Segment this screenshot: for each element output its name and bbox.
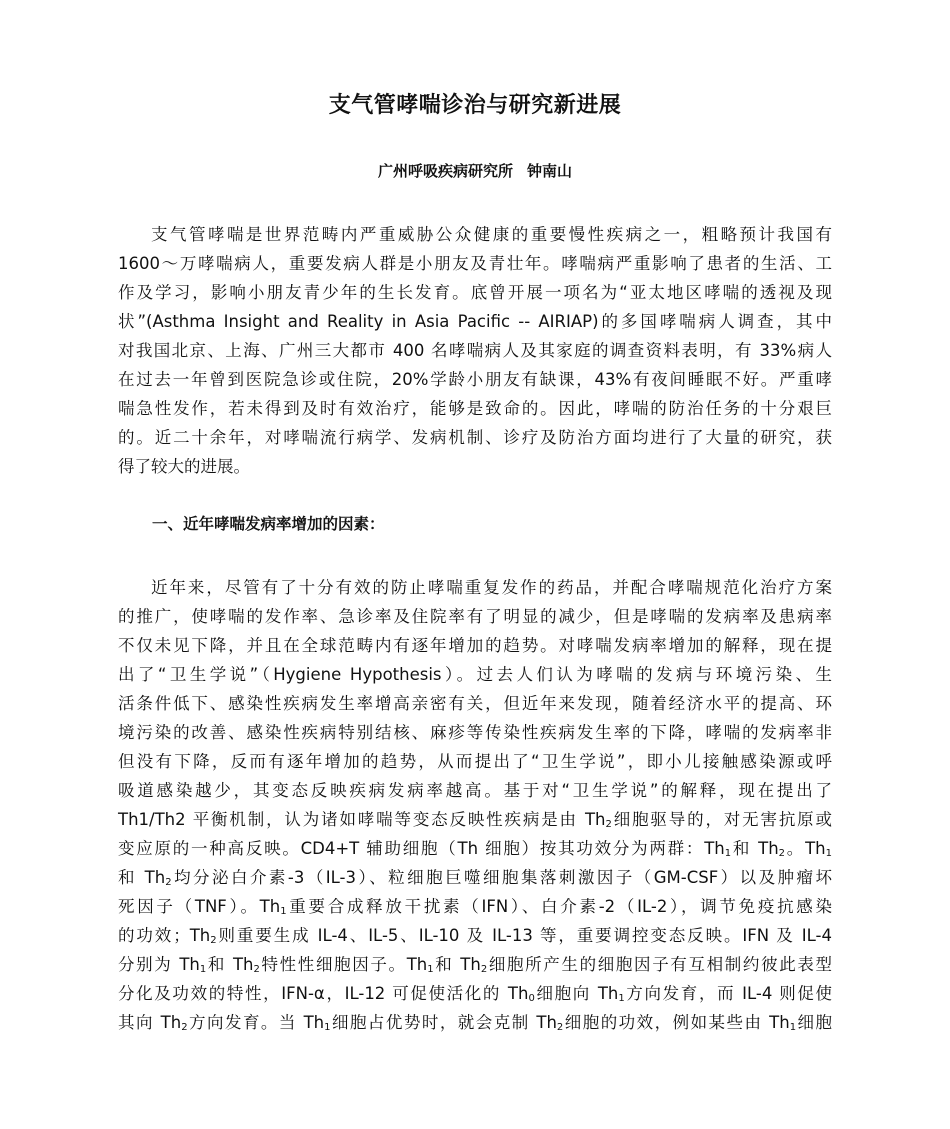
text-line: 近年来，尽管有了十分有效的防止哮喘重复发作的药品，并配合哮喘规范化治疗方案 [151, 578, 832, 597]
text-line: 吸道感染越少，其变态反映疾病发病率越高。基于对“卫生学说”的解释，现在提出了 [118, 781, 832, 800]
text-line: 变应原的一种高反映。CD4+T 辅助细胞（Th 细胞）按其功效分为两群：$Th_1$和 $Th_2$。$Th_1$ [118, 839, 832, 859]
text-line: 分化及功效的特性，IFN-α，IL-12 可促使活化的 $Th_0$细胞向 $Th_1$方向发育，而 IL-4 则促使 [118, 984, 833, 1004]
text-line: 和 $Th_2$均分泌白介素-3（IL-3）、粒细胞巨噬细胞集落刺激因子（GM-CSF）以及肿瘤坏 [118, 868, 833, 888]
page-title: 支气管哮喘诊治与研究新进展 [328, 93, 622, 118]
author-line [0, 160, 950, 181]
text-line: Th1/Th2 平衡机制，认为诸如哮喘等变态反映性疾病是由 $Th_2$细胞驱导的，对无害抗原或 [118, 810, 833, 830]
text-line: 分别为 $Th_1$和 $Th_2$特性性细胞因子。$Th_1$和 $Th_2$细胞所产生的细胞因子有互相制约彼此表型 [118, 955, 833, 975]
section-heading: 一、近年哮喘发病率增加的因素： [152, 515, 385, 533]
text-line: 得了较大的进展。 [118, 457, 250, 476]
author-name: 钟南山 [527, 162, 573, 180]
text-line: 的功效；$Th_2$则重要生成 IL-4、IL-5、IL-10 及 IL-13 等，重要调控变态反映。IFN 及 IL-4 [118, 926, 832, 946]
text-line: 境污染的改善、感染性疾病特别结核、麻疹等传染性疾病发生率的下降，哮喘的发病率非 [118, 723, 832, 742]
section1-paragraph [118, 573, 832, 1037]
text-line: 支气管哮喘是世界范畴内严重威胁公众健康的重要慢性疾病之一，粗略预计我国有 [151, 225, 832, 244]
text-line: 对我国北京、上海、广州三大都市 400 名哮喘病人及其家庭的调查资料表明，有 33%病人 [118, 341, 832, 360]
text-line: 的。近二十余年，对哮喘流行病学、发病机制、诊疗及防治方面均进行了大量的研究，获 [118, 428, 832, 447]
text-line: 1600～万哮喘病人，重要发病人群是小朋友及青壮年。哮喘病严重影响了患者的生活、工 [118, 254, 832, 273]
text-line: 死因子（TNF）。$Th_1$重要合成释放干扰素（IFN）、白介素-2（IL-2），调节免疫抗感染 [118, 897, 833, 917]
text-line: 状”(Asthma Insight and Reality in Asia Pacific -- AIRIAP)的多国哮喘病人调查，其中 [118, 312, 832, 331]
text-line: 的推广，使哮喘的发作率、急诊率及住院率有了明显的减少，但是哮喘的发病率及患病率 [118, 607, 832, 626]
text-line: 但没有下降，反而有逐年增加的趋势，从而提出了“卫生学说”，即小儿接触感染源或呼 [118, 752, 832, 771]
text-line: 喘急性发作，若未得到及时有效治疗，能够是致命的。因此，哮喘的防治任务的十分艰巨 [118, 399, 832, 418]
author-affiliation: 广州呼吸疾病研究所 [377, 162, 513, 180]
text-line: 在过去一年曾到医院急诊或住院，20%学龄小朋友有缺课，43%有夜间睡眠不好。严重哮 [118, 370, 832, 389]
text-line: 不仅未见下降，并且在全球范畴内有逐年增加的趋势。对哮喘发病率增加的解释，现在提 [118, 636, 832, 655]
intro-paragraph [118, 220, 832, 481]
text-line: 作及学习，影响小朋友青少年的生长发育。底曾开展一项名为“亚太地区哮喘的透视及现 [118, 283, 832, 302]
text-line: 活条件低下、感染性疾病发生率增高亲密有关，但近年来发现，随着经济水平的提高、环 [118, 694, 832, 713]
text-line: 出了“卫生学说”（Hygiene Hypothesis）。过去人们认为哮喘的发病与环境污染、生 [118, 665, 832, 684]
text-line: 其向 $Th_2$方向发育。当 $Th_1$细胞占优势时，就会克制 $Th_2$细胞的功效，例如某些由 $Th_1$细胞 [118, 1013, 833, 1033]
